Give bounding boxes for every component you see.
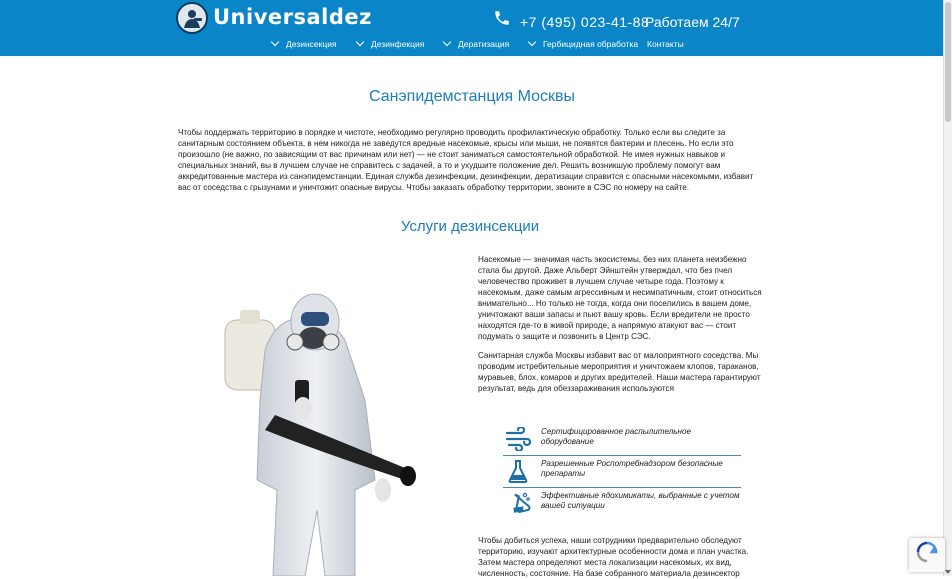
- nav-label: Дератизация: [458, 39, 510, 49]
- services-paragraph-2: Санитарная служба Москвы избавит вас от малоприятного соседства. Мы проводим истребительные мероприятия и уничтожаем клопов, тараканов, муравьев, блох, комаров и других вредителей. Наши мастера гарантируют результат, ведь для обеззараживания используются: [478, 351, 761, 393]
- nav-label: Контакты: [647, 39, 684, 49]
- nav-item-dezinsekciya[interactable]: [272, 39, 337, 49]
- feature-text: Эффективные ядохимикаты, выбранные с учетом вашей ситуации: [541, 491, 740, 510]
- chevron-down-icon: [443, 38, 451, 46]
- nav-item-deratizaciya[interactable]: [444, 39, 509, 49]
- feature-text: Сертифицированное распылительное оборудование: [541, 427, 691, 446]
- spray-wind-icon: [505, 427, 531, 451]
- services-paragraph-3: Чтобы добиться успеха, наши сотрудники предварительно обследуют территорию, изучают архитектурные особенности дома и план участка. Затем мастера определяют места локализации насекомых, их вид, численность, состояние. На базе собранного материала дезинсектор: [478, 536, 749, 578]
- intro-text: Чтобы поддержать территорию в порядке и чистоте, необходимо регулярно проводить профилактическую обработку. Только если вы следите за санитарным состоянием объекта, в нем никогда не заведутся вредные насекомые, крысы или мыши, не появятся бактерии и плесень. Но если это произошло (не важно, по зависящим от вас причинам или нет) — не стоит заниматься самостоятельной обработкой. Не имея нужных навыков и специальных знаний, вы в лучшем случае не справитесь с задачей, а то и ухудшите положение дел. Решить возникшую проблему помогут вам аккредитованные мастера из санэпидемстанции. Единая служба дезинфекции, дезинфекции, дератизации справится с опасными насекомыми, избавит вас от соседства с грызунами и уничтожит опасные вирусы. Чтобы заказать обработку территории, звоните в СЭС по номеру на сайте.: [178, 128, 754, 192]
- scrollbar-thumb[interactable]: [945, 2, 951, 122]
- logo[interactable]: [176, 2, 208, 34]
- chevron-down-icon: [528, 38, 536, 46]
- chevron-down-icon: [356, 38, 364, 46]
- feature-item: [503, 456, 741, 488]
- nav-item-herbicide[interactable]: [529, 39, 638, 49]
- chevron-down-icon: [271, 38, 279, 46]
- pest-control-worker-image: [205, 280, 435, 576]
- nav-item-contacts[interactable]: [647, 39, 684, 49]
- page-title: Санэпидемстанция Москвы: [369, 88, 575, 105]
- phone-number[interactable]: +7 (495) 023-41-88: [520, 14, 650, 30]
- recaptcha-icon: [915, 541, 939, 563]
- feature-text: Разрешенные Роспотребнадзором безопасные препараты: [541, 459, 723, 478]
- feature-item: [503, 424, 741, 456]
- chemistry-flask-icon: [505, 491, 531, 515]
- nav-label: Гербицидная обработка: [543, 39, 639, 49]
- services-heading: Услуги дезинсекции: [400, 218, 540, 235]
- features-list: [503, 424, 741, 519]
- recaptcha-badge[interactable]: [909, 538, 945, 572]
- flask-icon: [505, 459, 531, 483]
- working-hours: Работаем 24/7: [645, 14, 740, 30]
- nav-label: Дезинсекция: [286, 39, 337, 49]
- feature-item: [503, 488, 741, 519]
- nav-item-dezinfekciya[interactable]: [357, 39, 424, 49]
- scrollbar[interactable]: [943, 0, 952, 576]
- scroll-down-arrow-icon[interactable]: [945, 570, 951, 574]
- brand-name[interactable]: Universaldez: [213, 5, 372, 29]
- site-header: [0, 0, 944, 56]
- nav-label: Дезинфекция: [371, 39, 425, 49]
- phone-icon: [493, 9, 511, 27]
- services-paragraph-1: Насекомые — значимая часть экосистемы, без них планета неизбежно стала бы другой. Даже Альберт Эйнштейн утверждал, что без пчел человечество проживет в лучшем случае четыре года. Поэтому к насекомым, даже самым агрессивным и несимпатичным, стоит относиться внимательно... Но только не тогда, когда они поселились в вашем доме, уничтожают ваши запасы и пьют вашу кровь. Если вредители не просто находятся где-то в живой природе, а напрямую атакуют вас — стоит подумать о защите и позвонить в Центр СЭС.: [478, 255, 762, 341]
